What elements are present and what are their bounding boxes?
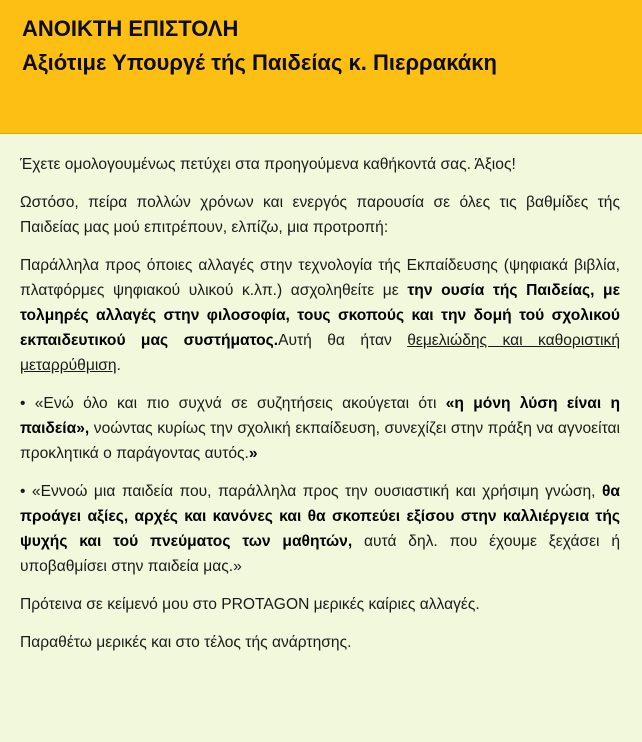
- letter-body: [0, 134, 642, 655]
- paragraph-3-text-3: .: [116, 357, 121, 374]
- paragraph-5-bold: θα προάγει αξίες, αρχές και κανόνες και θα σκοπεύει εξίσου στην καλλιέργεια τής ψυχής και τού πνεύματος των μαθητών,: [20, 483, 620, 550]
- paragraph-5-text-2: αυτά δηλ. που έχουμε ξεχάσει ή υποβαθμίσει στην παιδεία μας.»: [20, 533, 620, 575]
- paragraph-2: Ωστόσο, πείρα πολλών χρόνων και ενεργός παρουσία σε όλες τις βαθμίδες τής Παιδείας μας μού επιτρέπουν, ελπίζω, μια προτροπή:: [20, 194, 620, 236]
- paragraph-4-bold: «η μόνη λύση είναι η παιδεία»,: [20, 395, 620, 437]
- paragraph-3-text-1: Παράλληλα προς όποιες αλλαγές στην τεχνολογία τής Εκπαίδευσης (ψηφιακά βιβλία, πλατφόρμες ψηφιακού υλικού κ.λπ.) ασχοληθείτε με: [20, 257, 620, 299]
- letter-subtitle: Αξιότιμε Υπουργέ τής Παιδείας κ. Πιερρακάκη: [22, 50, 497, 75]
- letter-title: ΑΝΟΙΚΤΗ ΕΠΙΣΤΟΛΗ: [22, 16, 239, 41]
- paragraph-4-text-1: • «Ενώ όλο και πιο συχνά σε συζητήσεις ακούγεται ότι: [20, 395, 446, 412]
- paragraph-3-bold: την ουσία τής Παιδείας, με τολμηρές αλλαγές στην φιλοσοφία, τους σκοπούς και την δομή τού σχολικού εκπαιδευτικού μας συστήματος.: [20, 282, 621, 349]
- paragraph-7: Παραθέτω μερικές και στο τέλος τής ανάρτησης.: [20, 634, 352, 651]
- paragraph-3: [20, 253, 620, 378]
- paragraph-1: Έχετε ομολογουμένως πετύχει στα προηγούμενα καθήκοντά σας. Άξιος!: [20, 156, 516, 173]
- paragraph-3-text-2: Αυτή θα ήταν: [278, 332, 408, 349]
- paragraph-4-closing-quote: »: [248, 445, 258, 462]
- letter-header: [0, 0, 642, 134]
- paragraph-3-underlined: θεμελιώδης και καθοριστική μεταρρύθμιση: [20, 332, 620, 374]
- paragraph-6: Πρότεινα σε κείμενό μου στο PROTAGON μερικές καίριες αλλαγές.: [20, 596, 480, 613]
- paragraph-5-text-1: • «Εννοώ μια παιδεία που, παράλληλα προς την ουσιαστική και χρήσιμη γνώση,: [20, 483, 602, 500]
- paragraph-4-text-2: νοώντας κυρίως την σχολική εκπαίδευση, συνεχίζει στην πράξη να αγνοείται προκλητικά ο παράγοντας αυτός.: [20, 420, 620, 462]
- paragraph-5: [20, 479, 620, 579]
- paragraph-4: [20, 391, 620, 466]
